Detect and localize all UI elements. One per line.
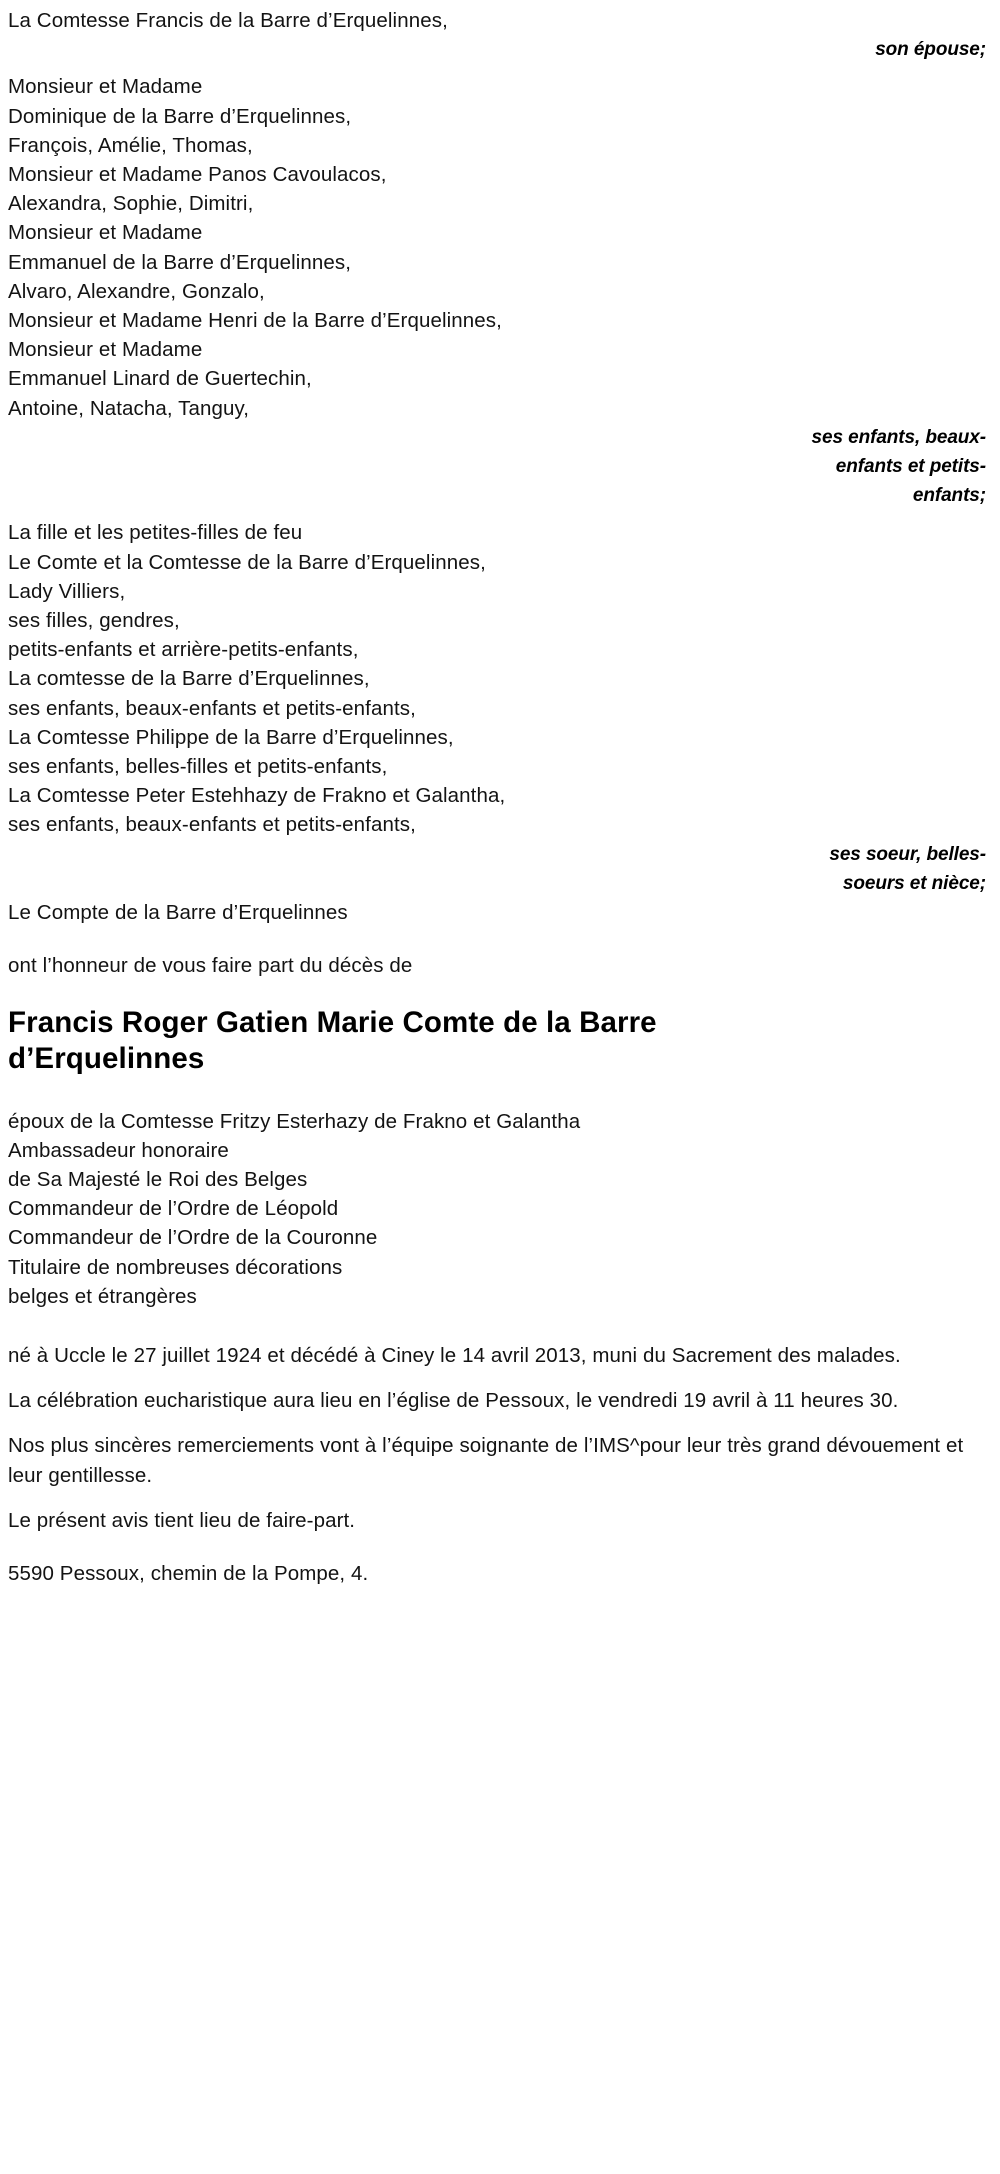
children-line: Alvaro, Alexandre, Gonzalo,: [8, 279, 265, 303]
children-line: Emmanuel Linard de Guertechin,: [8, 367, 312, 391]
siblings-section: [8, 518, 986, 898]
children-line: Dominique de la Barre d’Erquelinnes,: [8, 104, 352, 128]
notice-note-text: Le présent avis tient lieu de faire-part.: [8, 1508, 356, 1532]
deceased-name: Francis Roger Gatien Marie Comte de la Barre d’Erquelinnes: [8, 1005, 657, 1075]
siblings-line: petits-enfants et arrière-petits-enfants,: [8, 638, 359, 662]
spouse-qualifier-text: son épouse: [875, 39, 980, 61]
children-line: Alexandra, Sophie, Dimitri,: [8, 192, 254, 216]
siblings-line: La Comtesse Philippe de la Barre d’Erquelinnes,: [8, 725, 454, 749]
children-line: Antoine, Natacha, Tanguy,: [8, 396, 250, 420]
siblings-line: La comtesse de la Barre d’Erquelinnes,: [8, 667, 370, 691]
spouse-qualifier-punct: ;: [979, 39, 986, 61]
ceremony-text: La célébration eucharistique aura lieu en l’église de Pessoux, le vendredi 19 avril à 11 heures 30.: [8, 1389, 899, 1413]
children-qualifier-text: enfants: [912, 485, 980, 507]
spacer: [8, 927, 986, 951]
spouse-line: La Comtesse Francis de la Barre d’Erquelinnes,: [8, 9, 448, 32]
spouse-qualifier: [8, 35, 986, 64]
thanks-section: [8, 1431, 986, 1489]
spouse-section: [8, 6, 986, 64]
spacer: [8, 510, 986, 518]
title-line: époux de la Comtesse Fritzy Esterhazy de Frakno et Galantha: [8, 1109, 581, 1133]
deceased-name-section: [8, 1005, 986, 1077]
birth-death-text: né à Uccle le 27 juillet 1924 et décédé à Ciney le 14 avril 2013, muni du Sacrement des malades.: [8, 1343, 901, 1367]
spacer: [8, 1535, 986, 1559]
address-section: [8, 1559, 986, 1588]
children-line: François, Amélie, Thomas,: [8, 133, 253, 157]
title-line: Titulaire de nombreuses décorations: [8, 1255, 343, 1279]
spacer: [8, 64, 986, 72]
siblings-line: Le Comte et la Comtesse de la Barre d’Erquelinnes,: [8, 550, 486, 574]
siblings-line: ses filles, gendres,: [8, 609, 180, 633]
ceremony-section: [8, 1386, 986, 1415]
siblings-line: Lady Villiers,: [8, 579, 126, 603]
spacer: [8, 1490, 986, 1506]
title-line: de Sa Majesté le Roi des Belges: [8, 1167, 308, 1191]
titles-section: [8, 1107, 986, 1311]
title-line: Commandeur de l’Ordre de Léopold: [8, 1197, 339, 1221]
siblings-line: ses enfants, belles-filles et petits-enfants,: [8, 755, 388, 779]
children-qualifier-line: [8, 481, 986, 510]
title-line: Commandeur de l’Ordre de la Couronne: [8, 1226, 378, 1250]
children-line: Monsieur et Madame: [8, 75, 203, 99]
children-line: Monsieur et Madame Panos Cavoulacos,: [8, 163, 387, 187]
children-line: Monsieur et Madame Henri de la Barre d’Erquelinnes,: [8, 309, 502, 333]
siblings-qualifier-line: [8, 869, 986, 898]
spacer: [8, 1415, 986, 1431]
children-line: Emmanuel de la Barre d’Erquelinnes,: [8, 250, 352, 274]
closing-name: Le Compte de la Barre d’Erquelinnes: [8, 901, 348, 925]
spacer: [8, 981, 986, 1005]
children-qualifier-line: ses enfants, beaux-: [811, 426, 986, 448]
notice-note-section: [8, 1506, 986, 1535]
children-line: Monsieur et Madame: [8, 221, 203, 245]
thanks-text: Nos plus sincères remerciements vont à l’équipe soignante de l’IMS^pour leur très grand dévouement et leur gentillesse.: [8, 1434, 964, 1487]
children-section: [8, 72, 986, 510]
spacer: [8, 1077, 986, 1107]
birth-death-section: [8, 1341, 986, 1370]
siblings-line: ses enfants, beaux-enfants et petits-enfants,: [8, 813, 416, 837]
announcement-text: ont l’honneur de vous faire part du décès de: [8, 954, 413, 978]
announcement-section: [8, 951, 986, 980]
spacer: [8, 1370, 986, 1386]
title-line: belges et étrangères: [8, 1284, 197, 1308]
siblings-line: La Comtesse Peter Estehhazy de Frakno et Galantha,: [8, 784, 506, 808]
children-line: Monsieur et Madame: [8, 338, 203, 362]
siblings-line: ses enfants, beaux-enfants et petits-enfants,: [8, 696, 416, 720]
title-line: Ambassadeur honoraire: [8, 1138, 229, 1162]
children-qualifier-line: enfants et petits-: [835, 456, 986, 478]
children-qualifier-punct: ;: [979, 485, 986, 507]
closing-name-section: [8, 898, 986, 927]
siblings-qualifier-punct: ;: [979, 872, 986, 894]
siblings-qualifier-line: ses soeur, belles-: [829, 843, 986, 865]
address-text: 5590 Pessoux, chemin de la Pompe, 4.: [8, 1561, 369, 1585]
siblings-qualifier-text: soeurs et nièce: [842, 872, 980, 894]
siblings-line: La fille et les petites-filles de feu: [8, 521, 303, 545]
spacer: [8, 1311, 986, 1341]
